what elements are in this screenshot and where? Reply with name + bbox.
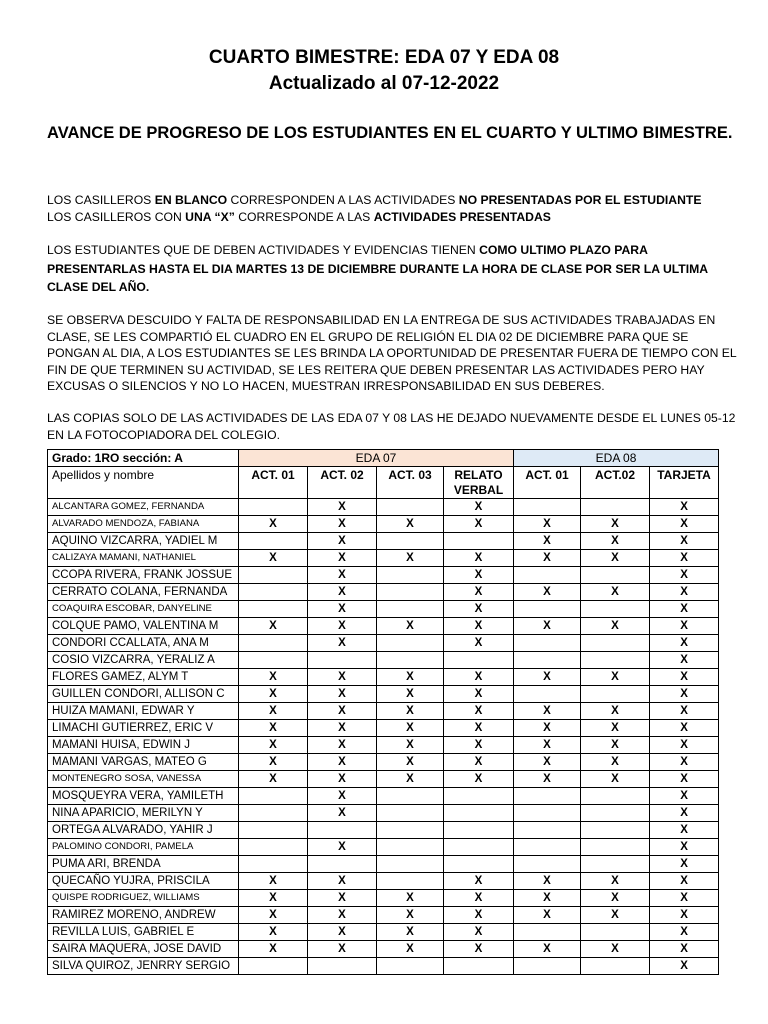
student-name-cell: COAQUIRA ESCOBAR, DANYELINE	[48, 601, 239, 618]
activity-mark-cell	[514, 958, 581, 975]
activity-mark-cell	[581, 499, 650, 516]
activity-mark-cell: X	[308, 839, 377, 856]
activity-mark-cell	[581, 635, 650, 652]
student-name-cell: SILVA QUIROZ, JENRRY SERGIO	[48, 958, 239, 975]
line2-run: UNA “X”	[185, 209, 235, 224]
eda07-group-header: EDA 07	[239, 450, 514, 467]
activity-mark-cell: X	[514, 754, 581, 771]
name-column-header: Apellidos y nombre	[48, 467, 239, 499]
activity-mark-cell: X	[650, 618, 719, 635]
student-name-cell: ALCANTARA GOMEZ, FERNANDA	[48, 499, 239, 516]
table-row	[48, 873, 719, 890]
activity-mark-cell: X	[444, 771, 514, 788]
line1-run: CORRESPONDEN A LAS ACTIVIDADES	[227, 193, 459, 207]
eda08-group-header: EDA 08	[514, 450, 719, 467]
student-name-cell: QUISPE RODRIGUEZ, WILLIAMS	[48, 890, 239, 907]
table-row	[48, 516, 719, 533]
activity-mark-cell	[514, 499, 581, 516]
activity-mark-cell: X	[650, 805, 719, 822]
activity-mark-cell	[514, 788, 581, 805]
activity-mark-cell	[444, 533, 514, 550]
activity-mark-cell	[514, 924, 581, 941]
activity-mark-cell: X	[444, 584, 514, 601]
activity-mark-cell	[377, 822, 444, 839]
activity-mark-cell: X	[377, 618, 444, 635]
line1-run: LOS CASILLEROS	[47, 193, 155, 207]
deadline-run: COMO ULTIMO PLAZO PARA PRESENTARLAS HASTA EL DIA MARTES 13 DE DICIEMBRE DURANTE LA HORA DE CLASE POR SER LA ULTIMA CLASE DEL AÑO.	[47, 243, 708, 294]
activity-mark-cell	[514, 822, 581, 839]
activity-mark-cell: X	[514, 516, 581, 533]
activity-mark-cell: X	[581, 584, 650, 601]
table-row	[48, 567, 719, 584]
activity-mark-cell: X	[650, 941, 719, 958]
student-name-cell: COSIO VIZCARRA, YERALIZ A	[48, 652, 239, 669]
activity-mark-cell: X	[444, 890, 514, 907]
activity-mark-cell: X	[444, 737, 514, 754]
line1-run: EN BLANCO	[154, 193, 228, 207]
activity-mark-cell: X	[239, 516, 308, 533]
activity-mark-cell: X	[444, 567, 514, 584]
activity-mark-cell	[377, 958, 444, 975]
activity-mark-cell: X	[650, 686, 719, 703]
student-name-cell: MAMANI VARGAS, MATEO G	[48, 754, 239, 771]
activity-mark-cell: X	[650, 771, 719, 788]
activity-mark-cell	[308, 958, 377, 975]
activity-mark-cell: X	[581, 737, 650, 754]
student-name-cell: LIMACHI GUTIERREZ, ERIC V	[48, 720, 239, 737]
activity-mark-cell	[581, 822, 650, 839]
activity-mark-cell: X	[514, 941, 581, 958]
activity-mark-cell: X	[650, 584, 719, 601]
activity-mark-cell	[377, 584, 444, 601]
activity-mark-cell: X	[650, 754, 719, 771]
activity-mark-cell: X	[650, 788, 719, 805]
activity-mark-cell: X	[444, 516, 514, 533]
table-row	[48, 652, 719, 669]
student-name-cell: HUIZA MAMANI, EDWAR Y	[48, 703, 239, 720]
activity-mark-cell: X	[581, 703, 650, 720]
table-row	[48, 856, 719, 873]
activity-mark-cell: X	[239, 618, 308, 635]
student-name-cell: NINA APARICIO, MERILYN Y	[48, 805, 239, 822]
activity-mark-cell	[581, 601, 650, 618]
activity-mark-cell: X	[239, 550, 308, 567]
col-header-eda07-act02: ACT. 02	[308, 467, 377, 499]
activity-mark-cell: X	[239, 686, 308, 703]
activity-mark-cell	[377, 533, 444, 550]
activity-mark-cell: X	[581, 550, 650, 567]
activity-mark-cell: X	[581, 516, 650, 533]
observation-paragraph: SE OBSERVA DESCUIDO Y FALTA DE RESPONSABILIDAD EN LA ENTREGA DE SUS ACTIVIDADES TRABAJADAS EN CLASE, SE LES COMPARTIÓ EL CUADRO EN EL GRUPO DE RELIGIÓN EL DIA 02 DE DICIEMBRE PARA QUE SE PONGAN AL DIA, A LOS ESTUDIANTES SE LES BRINDA LA OPORTUNIDAD DE PRESENTAR FUERA DE TIEMPO CON EL FIN DE QUE TERMINEN SU ACTIVIDAD, SE LES REITERA QUE DEBEN PRESENTAR LAS ACTIVIDADES PERO HAY EXCUSAS O SILENCIOS Y NO LO HACEN, MUESTRAN IRRESPONSABILIDAD EN SUS DEBERES.	[47, 313, 737, 393]
activity-mark-cell: X	[308, 941, 377, 958]
student-name-cell: FLORES GAMEZ, ALYM T	[48, 669, 239, 686]
activity-mark-cell: X	[514, 703, 581, 720]
activity-mark-cell: X	[239, 873, 308, 890]
activity-mark-cell: X	[308, 516, 377, 533]
activity-mark-cell: X	[377, 924, 444, 941]
activity-mark-cell: X	[377, 907, 444, 924]
activity-mark-cell: X	[650, 958, 719, 975]
line2-run: ACTIVIDADES PRESENTADAS	[373, 209, 551, 224]
activity-mark-cell: X	[581, 873, 650, 890]
activity-mark-cell	[581, 567, 650, 584]
student-name-cell: ALVARADO MENDOZA, FABIANA	[48, 516, 239, 533]
activity-mark-cell	[581, 805, 650, 822]
activity-mark-cell: X	[650, 567, 719, 584]
line2-run: LOS CASILLEROS CON	[47, 209, 186, 224]
activity-mark-cell: X	[308, 567, 377, 584]
activity-mark-cell: X	[239, 703, 308, 720]
deadline-paragraph	[47, 241, 737, 297]
student-name-cell: CERRATO COLANA, FERNANDA	[48, 584, 239, 601]
col-header-eda08-act02: ACT.02	[581, 467, 650, 499]
activity-mark-cell: X	[377, 941, 444, 958]
activity-mark-cell: X	[444, 907, 514, 924]
activity-mark-cell: X	[377, 771, 444, 788]
activity-mark-cell	[514, 686, 581, 703]
student-name-cell: CONDORI CCALLATA, ANA M	[48, 635, 239, 652]
activity-mark-cell: X	[444, 550, 514, 567]
activity-mark-cell: X	[581, 771, 650, 788]
activity-mark-cell	[239, 788, 308, 805]
activity-mark-cell	[444, 788, 514, 805]
table-row	[48, 805, 719, 822]
activity-mark-cell: X	[308, 907, 377, 924]
table-row	[48, 499, 719, 516]
activity-mark-cell: X	[308, 788, 377, 805]
student-name-cell: MOSQUEYRA VERA, YAMILETH	[48, 788, 239, 805]
activity-mark-cell: X	[650, 907, 719, 924]
activity-mark-cell: X	[239, 737, 308, 754]
table-row	[48, 890, 719, 907]
activity-mark-cell: X	[377, 703, 444, 720]
student-name-cell: MONTENEGRO SOSA, VANESSA	[48, 771, 239, 788]
activity-mark-cell: X	[308, 703, 377, 720]
table-group-header-row	[48, 450, 719, 467]
activity-mark-cell	[239, 499, 308, 516]
table-row	[48, 703, 719, 720]
activity-mark-cell: X	[514, 873, 581, 890]
activity-mark-cell: X	[514, 584, 581, 601]
activity-mark-cell	[377, 788, 444, 805]
activity-mark-cell: X	[514, 737, 581, 754]
student-name-cell: CALIZAYA MAMANI, NATHANIEL	[48, 550, 239, 567]
activity-mark-cell: X	[308, 737, 377, 754]
activity-mark-cell	[239, 567, 308, 584]
activity-mark-cell	[377, 499, 444, 516]
activity-mark-cell: X	[444, 941, 514, 958]
table-column-header-row	[48, 467, 719, 499]
activity-mark-cell: X	[650, 856, 719, 873]
legend-line-x	[47, 209, 737, 226]
activity-mark-cell	[377, 652, 444, 669]
col-header-relato-verbal: RELATO VERBAL	[444, 467, 514, 499]
activity-mark-cell	[239, 584, 308, 601]
activity-mark-cell	[581, 856, 650, 873]
activity-mark-cell: X	[377, 737, 444, 754]
activity-mark-cell: X	[239, 890, 308, 907]
activity-mark-cell: X	[239, 669, 308, 686]
activity-mark-cell: X	[444, 618, 514, 635]
col-header-eda08-act01: ACT. 01	[514, 467, 581, 499]
activity-mark-cell	[239, 958, 308, 975]
activity-mark-cell: X	[650, 635, 719, 652]
activity-mark-cell	[581, 958, 650, 975]
student-name-cell: GUILLEN CONDORI, ALLISON C	[48, 686, 239, 703]
activity-mark-cell: X	[650, 669, 719, 686]
activity-mark-cell: X	[308, 754, 377, 771]
activity-mark-cell	[377, 873, 444, 890]
activity-mark-cell	[377, 567, 444, 584]
student-name-cell: AQUINO VIZCARRA, YADIEL M	[48, 533, 239, 550]
activity-mark-cell: X	[444, 720, 514, 737]
activity-mark-cell: X	[377, 754, 444, 771]
table-row	[48, 618, 719, 635]
activity-mark-cell	[239, 822, 308, 839]
activity-mark-cell: X	[650, 822, 719, 839]
col-header-eda07-act01: ACT. 01	[239, 467, 308, 499]
activity-mark-cell: X	[444, 686, 514, 703]
table-row	[48, 669, 719, 686]
activity-mark-cell: X	[239, 907, 308, 924]
col-header-tarjeta: TARJETA	[650, 467, 719, 499]
activity-mark-cell: X	[308, 686, 377, 703]
activity-mark-cell: X	[650, 839, 719, 856]
table-row	[48, 958, 719, 975]
table-row	[48, 737, 719, 754]
activity-mark-cell: X	[650, 516, 719, 533]
activity-mark-cell: X	[308, 635, 377, 652]
copies-note-paragraph: LAS COPIAS SOLO DE LAS ACTIVIDADES DE LAS EDA 07 Y 08 LAS HE DEJADO NUEVAMENTE DESDE EL LUNES 05-12 EN LA FOTOCOPIADORA DEL COLEGIO.	[47, 411, 736, 442]
activity-mark-cell: X	[444, 669, 514, 686]
document-subtitle-date: Actualizado al 07-12-2022	[268, 73, 500, 94]
activity-mark-cell: X	[650, 550, 719, 567]
activity-mark-cell	[239, 856, 308, 873]
activity-mark-cell: X	[650, 737, 719, 754]
activity-mark-cell: X	[650, 703, 719, 720]
activity-mark-cell: X	[650, 533, 719, 550]
activity-mark-cell: X	[377, 550, 444, 567]
line2-run: CORRESPONDE A LAS	[234, 209, 374, 224]
legend-line-blank	[47, 192, 737, 209]
activity-mark-cell: X	[444, 499, 514, 516]
activity-mark-cell: X	[650, 890, 719, 907]
activity-mark-cell: X	[377, 516, 444, 533]
activity-mark-cell: X	[514, 533, 581, 550]
table-row	[48, 754, 719, 771]
table-row	[48, 839, 719, 856]
activity-mark-cell: X	[308, 890, 377, 907]
activity-mark-cell	[514, 635, 581, 652]
activity-mark-cell: X	[514, 720, 581, 737]
activity-mark-cell	[308, 822, 377, 839]
activity-mark-cell	[308, 652, 377, 669]
activity-mark-cell: X	[308, 584, 377, 601]
activity-mark-cell	[444, 822, 514, 839]
legend-paragraph	[47, 192, 737, 225]
activity-mark-cell: X	[239, 754, 308, 771]
activity-mark-cell: X	[581, 941, 650, 958]
activity-mark-cell: X	[650, 499, 719, 516]
activity-mark-cell	[514, 567, 581, 584]
activity-mark-cell	[514, 652, 581, 669]
activity-mark-cell: X	[308, 618, 377, 635]
table-row	[48, 601, 719, 618]
activity-mark-cell: X	[581, 890, 650, 907]
student-name-cell: QUECAÑO YUJRA, PRISCILA	[48, 873, 239, 890]
activity-mark-cell: X	[444, 601, 514, 618]
student-name-cell: MAMANI HUISA, EDWIN J	[48, 737, 239, 754]
activity-mark-cell	[239, 839, 308, 856]
activity-mark-cell: X	[239, 941, 308, 958]
activity-mark-cell	[514, 839, 581, 856]
activity-mark-cell: X	[514, 890, 581, 907]
student-name-cell: REVILLA LUIS, GABRIEL E	[48, 924, 239, 941]
activity-mark-cell: X	[308, 771, 377, 788]
table-row	[48, 584, 719, 601]
activity-mark-cell	[377, 805, 444, 822]
student-name-cell: COLQUE PAMO, VALENTINA M	[48, 618, 239, 635]
activity-mark-cell: X	[650, 652, 719, 669]
grado-section-label: Grado: 1RO sección: A	[48, 450, 239, 467]
activity-mark-cell	[377, 601, 444, 618]
activity-mark-cell: X	[650, 720, 719, 737]
table-row	[48, 550, 719, 567]
activity-mark-cell: X	[377, 890, 444, 907]
activity-mark-cell: X	[581, 618, 650, 635]
activity-mark-cell: X	[444, 754, 514, 771]
activity-mark-cell: X	[377, 720, 444, 737]
activity-mark-cell: X	[514, 907, 581, 924]
activity-mark-cell	[377, 856, 444, 873]
activity-mark-cell: X	[308, 533, 377, 550]
activity-mark-cell: X	[377, 669, 444, 686]
activity-mark-cell: X	[514, 669, 581, 686]
line1-run: NO PRESENTADAS POR EL ESTUDIANTE	[458, 193, 702, 207]
activity-mark-cell	[581, 788, 650, 805]
activity-mark-cell	[239, 601, 308, 618]
table-row	[48, 822, 719, 839]
activity-mark-cell	[514, 601, 581, 618]
activity-mark-cell: X	[308, 873, 377, 890]
activity-mark-cell: X	[581, 907, 650, 924]
table-row	[48, 686, 719, 703]
activity-mark-cell: X	[581, 754, 650, 771]
progress-table	[47, 449, 719, 975]
activity-mark-cell: X	[239, 720, 308, 737]
activity-mark-cell: X	[444, 703, 514, 720]
table-row	[48, 720, 719, 737]
activity-mark-cell	[514, 856, 581, 873]
activity-mark-cell	[514, 805, 581, 822]
activity-mark-cell: X	[650, 601, 719, 618]
activity-mark-cell: X	[514, 550, 581, 567]
student-name-cell: CCOPA RIVERA, FRANK JOSSUE	[48, 567, 239, 584]
table-row	[48, 771, 719, 788]
activity-mark-cell: X	[377, 686, 444, 703]
activity-mark-cell	[239, 533, 308, 550]
activity-mark-cell: X	[308, 499, 377, 516]
activity-mark-cell: X	[650, 873, 719, 890]
table-row	[48, 941, 719, 958]
activity-mark-cell: X	[514, 771, 581, 788]
student-name-cell: SAIRA MAQUERA, JOSE DAVID	[48, 941, 239, 958]
activity-mark-cell: X	[308, 720, 377, 737]
activity-mark-cell: X	[308, 924, 377, 941]
activity-mark-cell	[377, 839, 444, 856]
activity-mark-cell: X	[444, 924, 514, 941]
activity-mark-cell: X	[650, 924, 719, 941]
activity-mark-cell	[581, 652, 650, 669]
activity-mark-cell	[581, 839, 650, 856]
section-heading: AVANCE DE PROGRESO DE LOS ESTUDIANTES EN EL CUARTO Y ULTIMO BIMESTRE.	[47, 124, 733, 142]
deadline-run: LOS ESTUDIANTES QUE DE DEBEN ACTIVIDADES Y EVIDENCIAS TIENEN	[47, 243, 480, 257]
activity-mark-cell	[308, 856, 377, 873]
activity-mark-cell: X	[444, 635, 514, 652]
activity-mark-cell	[444, 958, 514, 975]
activity-mark-cell	[444, 839, 514, 856]
table-row	[48, 635, 719, 652]
activity-mark-cell: X	[308, 669, 377, 686]
student-name-cell: PUMA ARI, BRENDA	[48, 856, 239, 873]
activity-mark-cell: X	[239, 924, 308, 941]
activity-mark-cell	[444, 856, 514, 873]
activity-mark-cell: X	[514, 618, 581, 635]
activity-mark-cell: X	[444, 873, 514, 890]
table-row	[48, 788, 719, 805]
activity-mark-cell	[581, 924, 650, 941]
activity-mark-cell: X	[581, 720, 650, 737]
activity-mark-cell	[444, 805, 514, 822]
activity-mark-cell: X	[239, 771, 308, 788]
activity-mark-cell	[239, 805, 308, 822]
activity-mark-cell: X	[308, 550, 377, 567]
activity-mark-cell	[377, 635, 444, 652]
activity-mark-cell	[239, 652, 308, 669]
activity-mark-cell: X	[308, 601, 377, 618]
activity-mark-cell: X	[581, 533, 650, 550]
activity-mark-cell	[444, 652, 514, 669]
table-row	[48, 924, 719, 941]
activity-mark-cell	[581, 686, 650, 703]
table-row	[48, 533, 719, 550]
activity-mark-cell: X	[581, 669, 650, 686]
activity-mark-cell: X	[308, 805, 377, 822]
document-title: CUARTO BIMESTRE: EDA 07 Y EDA 08	[208, 47, 560, 68]
student-name-cell: ORTEGA ALVARADO, YAHIR J	[48, 822, 239, 839]
col-header-eda07-act03: ACT. 03	[377, 467, 444, 499]
student-name-cell: RAMIREZ MORENO, ANDREW	[48, 907, 239, 924]
table-row	[48, 907, 719, 924]
student-name-cell: PALOMINO CONDORI, PAMELA	[48, 839, 239, 856]
activity-mark-cell	[239, 635, 308, 652]
